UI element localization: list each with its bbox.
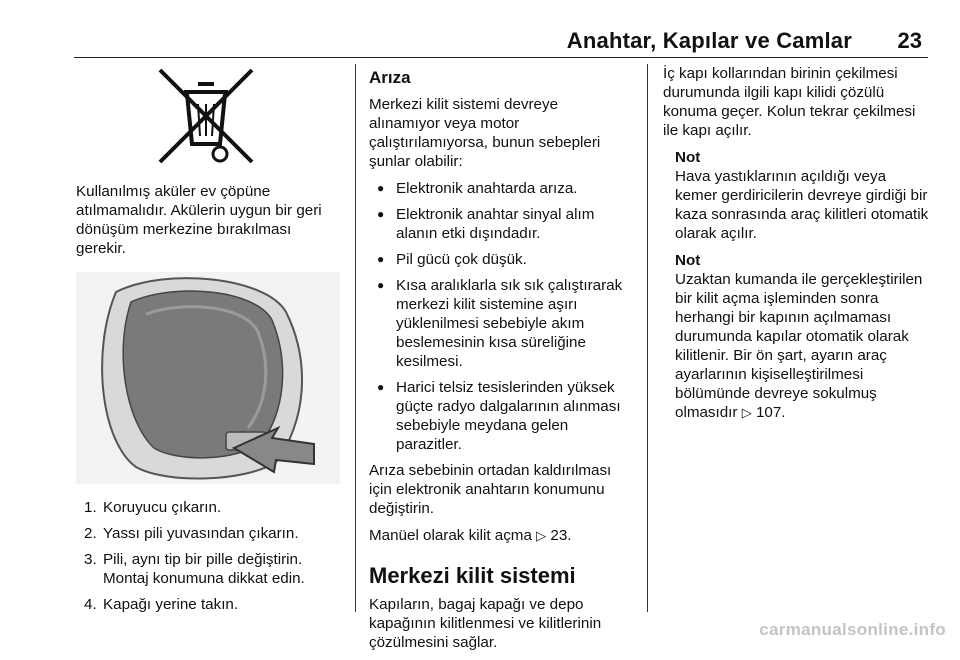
step-text: Koruyucu çıkarın. bbox=[103, 499, 222, 516]
note-auto-relock bbox=[663, 251, 929, 422]
step-number: 2. bbox=[84, 525, 97, 542]
note-text-wrapper bbox=[675, 270, 929, 422]
step-number: 4. bbox=[84, 596, 97, 613]
central-locking-text: Kapıların, bagaj kapağı ve depo kapağının kilitlenmesi ve kilitlerinin çözülmesini sağlar. bbox=[369, 596, 602, 651]
list-item: ● Harici telsiz tesislerinden yüksek güçte radyo dalgalarının alınması sebebiyle meydana gelen parazitler. bbox=[369, 378, 633, 454]
step-text: Pili, aynı tip bir pille değiştirin. Montaj konumuna dikkat edin. bbox=[103, 551, 305, 587]
page-title: Anahtar, Kapılar ve Camlar bbox=[566, 28, 852, 53]
manual-unlock-line bbox=[369, 526, 633, 545]
list-item: ● Elektronik anahtar sinyal alım alanın etki dışındadır. bbox=[369, 205, 633, 243]
list-item bbox=[76, 595, 340, 614]
column-divider-left bbox=[355, 64, 356, 612]
electronic-key-illustration bbox=[76, 272, 340, 484]
fault-heading: Arıza bbox=[369, 68, 411, 87]
list-item: ● Pil gücü çok düşük. bbox=[369, 250, 633, 269]
page-reference-icon: ▷ bbox=[741, 405, 752, 420]
page-number: 23 bbox=[897, 28, 922, 53]
note-heading: Not bbox=[675, 252, 701, 269]
fault-fix-text: Arıza sebebinin ortadan kaldırılması için elektronik anahtarın konumunu değiştirin. bbox=[369, 462, 612, 517]
manual-unlock-text: Manüel olarak kilit açma bbox=[369, 527, 532, 544]
page-reference-icon: ▷ bbox=[536, 528, 547, 543]
list-item bbox=[76, 498, 340, 517]
battery-disposal-text: Kullanılmış aküler ev çöpüne atılmamalıdır. Akülerin uygun bir geri dönüşüm merkezine bırakılması gerekir. bbox=[76, 183, 322, 257]
fault-causes-list bbox=[369, 179, 633, 454]
battery-replacement-steps bbox=[76, 498, 340, 614]
inner-handle-text: İç kapı kollarından birinin çekilmesi durumunda ilgili kapı kilidi çözülü konuma geçer. Kolun tekrar çekilmesi ile kapı açılır. bbox=[663, 65, 916, 139]
column-left bbox=[76, 64, 340, 621]
list-item bbox=[76, 550, 340, 588]
manual-unlock-ref[interactable]: 23. bbox=[550, 527, 572, 544]
crossed-out-bin-icon bbox=[154, 66, 258, 166]
step-number: 1. bbox=[84, 499, 97, 516]
watermark-text: carmanualsonline.info bbox=[759, 620, 946, 639]
header-divider bbox=[74, 57, 928, 58]
fault-intro: Merkezi kilit sistemi devreye alınamıyor veya motor çalıştırılamıyorsa, bunun sebepleri şunlar olabilir: bbox=[369, 96, 601, 170]
note-text: Uzaktan kumanda ile gerçekleştirilen bir kilit açma işleminden sonra herhangi bir kapının açılmaması durumunda kapılar otomatik olarak kilitlenir. Bir ön şart, ayarın araç ayarlarının kişiselleştirilmesi bölümünde devreye sokulmuş olmasıdır bbox=[675, 271, 923, 421]
step-number: 3. bbox=[84, 551, 97, 568]
note-text: Hava yastıklarının açıldığı veya kemer gerdiricilerin devreye girdiği bir kaza sonrasında araç kilitleri otomatik olarak açılır. bbox=[675, 168, 929, 242]
note-airbag bbox=[663, 148, 929, 243]
list-item bbox=[76, 524, 340, 543]
list-item: ● Kısa aralıklarla sık sık çalıştırarak merkezi kilit sistemine aşırı yüklenilmesi sebebiyle akım beslemesinin kısa süreliğine kesilmesi. bbox=[369, 276, 633, 371]
central-locking-heading: Merkezi kilit sistemi bbox=[369, 563, 576, 588]
list-item: ● Elektronik anahtarda arıza. bbox=[369, 179, 633, 198]
column-middle bbox=[369, 64, 633, 660]
column-divider-right bbox=[647, 64, 648, 612]
note-page-ref[interactable]: 107. bbox=[755, 404, 786, 421]
note-heading: Not bbox=[675, 149, 701, 166]
column-right bbox=[663, 64, 929, 430]
step-text: Kapağı yerine takın. bbox=[103, 596, 239, 613]
step-text: Yassı pili yuvasından çıkarın. bbox=[103, 525, 299, 542]
